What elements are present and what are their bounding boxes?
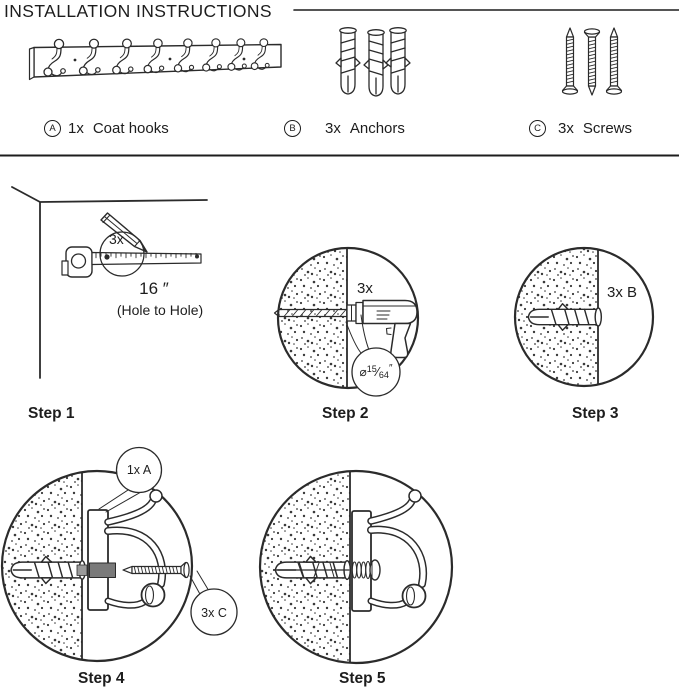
part-b-badge: B <box>284 120 301 137</box>
part-c-label <box>529 119 632 137</box>
mounting-screw <box>123 563 189 578</box>
part-c-badge: C <box>529 120 546 137</box>
part-b-label <box>284 119 405 137</box>
part-b-qty: 3x <box>325 119 341 137</box>
step1-label: Step 1 <box>28 405 75 422</box>
step5-label: Step 5 <box>339 670 386 687</box>
part-a-qty: 1x <box>68 119 84 137</box>
callout-tail <box>99 490 141 512</box>
hole-mark-right <box>195 255 199 259</box>
rail-board <box>88 510 108 610</box>
step4-screw-callout: 3x C <box>201 606 227 620</box>
diameter-symbol: ⌀ <box>359 365 367 379</box>
part-a-name: Coat hooks <box>92 119 169 137</box>
step3-label: Step 3 <box>572 405 619 422</box>
part-c-qty: 3x <box>558 119 574 137</box>
page-title: INSTALLATION INSTRUCTIONS <box>4 1 272 21</box>
step4-diagram <box>0 448 237 666</box>
wall-cross-section <box>276 246 347 392</box>
step1-measurement: 16 ″ <box>139 279 169 298</box>
tape-measure-icon <box>62 247 201 277</box>
step2-qty: 3x <box>357 280 373 297</box>
anchors-drawing <box>336 28 410 96</box>
rail-hole <box>90 563 116 578</box>
screws-drawing <box>563 28 622 95</box>
hole-mark-left <box>104 254 109 259</box>
step4-rail-callout: 1x A <box>126 463 152 477</box>
step5-diagram <box>258 469 452 667</box>
drill-size-label: ⌀$^{15}$⁄64″ <box>359 363 393 380</box>
part-a-label <box>44 119 169 137</box>
step4-label: Step 4 <box>78 670 125 687</box>
part-c-name: Screws <box>582 119 633 137</box>
anchor-collar-plate <box>77 565 87 576</box>
part-a-badge: A <box>44 120 61 137</box>
step2-label: Step 2 <box>322 405 369 422</box>
coat-hook-rail-drawing <box>30 39 282 80</box>
step3-diagram <box>513 246 653 390</box>
step1-note: (Hole to Hole) <box>116 302 204 318</box>
coat-hook-side-view <box>371 490 426 608</box>
step3-annotation: 3x B <box>607 284 638 301</box>
step1-qty: 3x <box>109 231 124 247</box>
coat-hook-side-view <box>108 490 165 607</box>
part-b-name: Anchors <box>349 119 405 137</box>
